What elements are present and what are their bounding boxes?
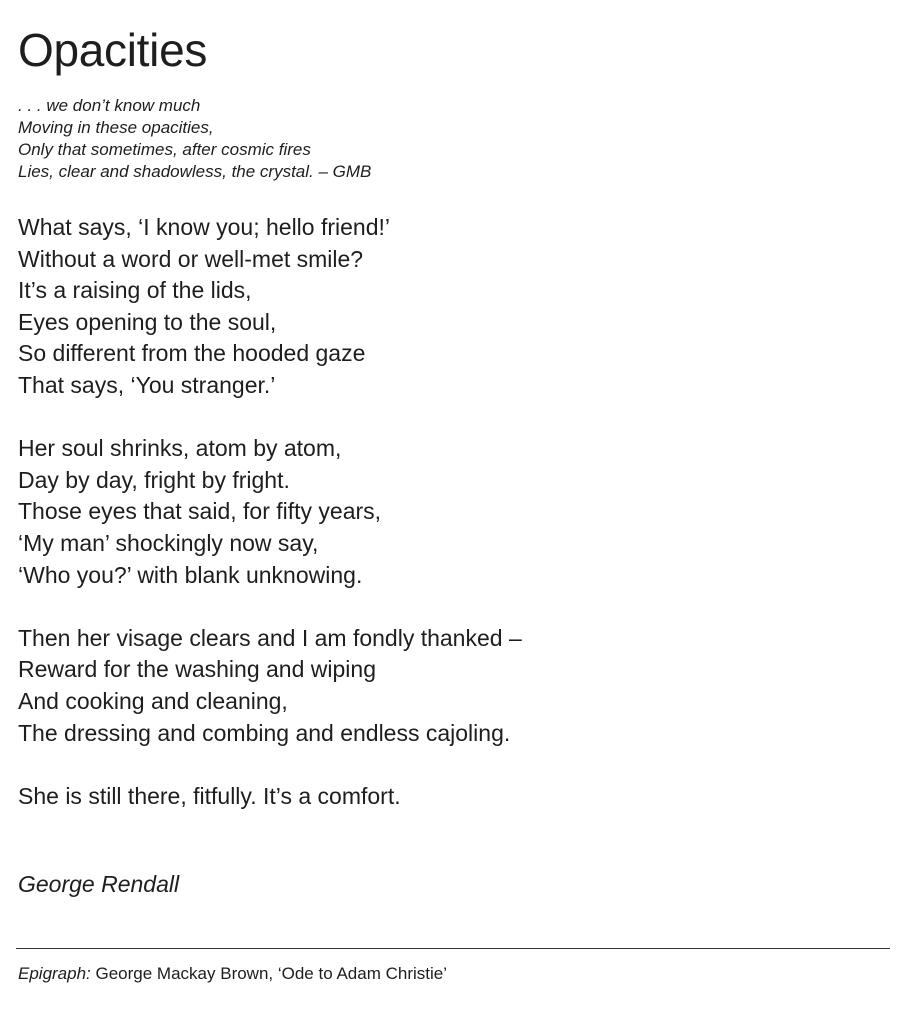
poem-body bbox=[18, 212, 522, 844]
epigraph-line: Lies, clear and shadowless, the crystal. – GMB bbox=[18, 162, 372, 181]
stanza-1 bbox=[18, 212, 522, 402]
poem-title: Opacities bbox=[18, 24, 208, 76]
poem-line: Those eyes that said, for fifty years, bbox=[18, 498, 382, 525]
poem-line: So different from the hooded gaze bbox=[18, 340, 366, 367]
stanza-3 bbox=[18, 623, 522, 749]
poem-line: It’s a raising of the lids, bbox=[18, 277, 252, 304]
epigraph bbox=[18, 95, 371, 183]
poem-line: ‘My man’ shockingly now say, bbox=[18, 529, 319, 556]
stanza-2 bbox=[18, 433, 522, 591]
poem-line: ‘Who you?’ with blank unknowing. bbox=[18, 561, 363, 588]
poem-line: Eyes opening to the soul, bbox=[18, 308, 277, 335]
poem-line: That says, ‘You stranger.’ bbox=[18, 371, 276, 398]
epigraph-line: . . . we don’t know much bbox=[18, 96, 201, 115]
epigraph-line: Only that sometimes, after cosmic fires bbox=[18, 140, 311, 159]
stanza-4 bbox=[18, 781, 522, 813]
author-name: George Rendall bbox=[18, 871, 180, 897]
poem-line: What says, ‘I know you; hello friend!’ bbox=[18, 214, 390, 240]
footnote bbox=[18, 963, 447, 985]
footnote-text: George Mackay Brown, ‘Ode to Adam Christie’ bbox=[90, 964, 447, 983]
footnote-divider bbox=[16, 948, 890, 949]
poem-line: Her soul shrinks, atom by atom, bbox=[18, 435, 342, 462]
poem-line: Day by day, fright by fright. bbox=[18, 466, 290, 493]
poem-line: Reward for the washing and wiping bbox=[18, 656, 376, 683]
poem-line: Then her visage clears and I am fondly thanked – bbox=[18, 624, 522, 651]
poem-line: And cooking and cleaning, bbox=[18, 687, 288, 714]
footnote-label: Epigraph: bbox=[18, 964, 91, 983]
poem-line: The dressing and combing and endless cajoling. bbox=[18, 719, 511, 746]
poem-page bbox=[18, 0, 890, 1023]
poem-line: Without a word or well-met smile? bbox=[18, 245, 364, 272]
epigraph-line: Moving in these opacities, bbox=[18, 118, 214, 137]
poem-line: She is still there, fitfully. It’s a comfort. bbox=[18, 782, 401, 809]
